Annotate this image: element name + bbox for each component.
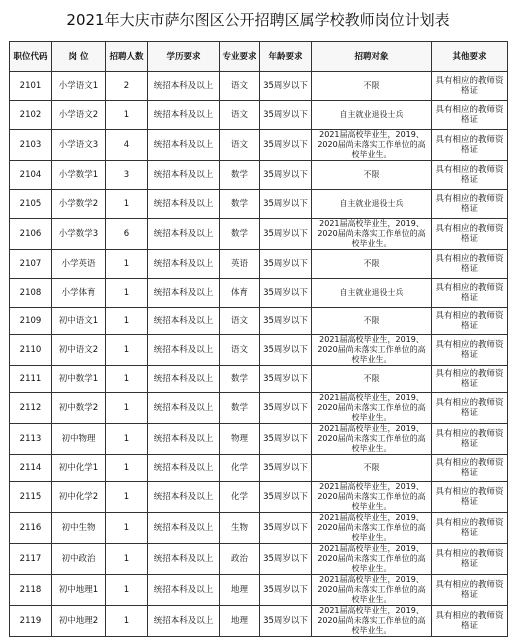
table-cell: 统招本科及以上 — [148, 482, 220, 513]
table-cell: 数学 — [220, 366, 260, 393]
table-cell: 统招本科及以上 — [148, 335, 220, 366]
table-row — [10, 72, 508, 101]
table-row — [10, 513, 508, 544]
table-cell: 不限 — [312, 161, 432, 190]
table-row — [10, 393, 508, 424]
table-cell: 具有相应的教师资格证 — [432, 575, 508, 606]
table-cell: 35周岁以下 — [260, 424, 312, 455]
table-cell: 统招本科及以上 — [148, 250, 220, 279]
table-row — [10, 308, 508, 335]
table-cell: 2021届高校毕业生，2019、2020届尚未落实工作单位的高校毕业生。 — [312, 393, 432, 424]
table-cell: 35周岁以下 — [260, 575, 312, 606]
table-cell: 1 — [106, 308, 148, 335]
table-cell: 语文 — [220, 130, 260, 161]
table-cell: 1 — [106, 279, 148, 308]
table-cell: 2107 — [10, 250, 52, 279]
table-cell: 35周岁以下 — [260, 130, 312, 161]
table-cell: 2021届高校毕业生，2019、2020届尚未落实工作单位的高校毕业生。 — [312, 513, 432, 544]
table-cell: 具有相应的教师资格证 — [432, 219, 508, 250]
table-cell: 政治 — [220, 544, 260, 575]
header-cell: 职位代码 — [10, 42, 52, 72]
job-plan-table — [9, 41, 508, 637]
table-cell: 1 — [106, 366, 148, 393]
table-cell: 初中地理2 — [52, 606, 106, 637]
table-cell: 1 — [106, 575, 148, 606]
table-cell: 不限 — [312, 250, 432, 279]
table-cell: 35周岁以下 — [260, 544, 312, 575]
header-cell: 年龄要求 — [260, 42, 312, 72]
table-cell: 1 — [106, 606, 148, 637]
table-cell: 不限 — [312, 455, 432, 482]
table-cell: 初中数学1 — [52, 366, 106, 393]
table-cell: 1 — [106, 544, 148, 575]
table-cell: 2117 — [10, 544, 52, 575]
table-row — [10, 455, 508, 482]
table-cell: 具有相应的教师资格证 — [432, 101, 508, 130]
table-cell: 不限 — [312, 366, 432, 393]
table-cell: 具有相应的教师资格证 — [432, 393, 508, 424]
table-cell: 35周岁以下 — [260, 250, 312, 279]
table-cell: 2118 — [10, 575, 52, 606]
table-cell: 2106 — [10, 219, 52, 250]
table-cell: 2108 — [10, 279, 52, 308]
table-cell: 小学数学1 — [52, 161, 106, 190]
table-cell: 2021届高校毕业生，2019、2020届尚未落实工作单位的高校毕业生。 — [312, 424, 432, 455]
table-cell: 生物 — [220, 513, 260, 544]
table-cell: 2110 — [10, 335, 52, 366]
table-cell: 统招本科及以上 — [148, 308, 220, 335]
table-cell: 具有相应的教师资格证 — [432, 424, 508, 455]
table-cell: 初中政治 — [52, 544, 106, 575]
table-cell: 2105 — [10, 190, 52, 219]
table-cell: 语文 — [220, 308, 260, 335]
header-cell: 招聘人数 — [106, 42, 148, 72]
table-cell: 不限 — [312, 72, 432, 101]
table-cell: 化学 — [220, 482, 260, 513]
table-cell: 数学 — [220, 219, 260, 250]
table-cell: 具有相应的教师资格证 — [432, 250, 508, 279]
table-cell: 地理 — [220, 606, 260, 637]
table-cell: 2021届高校毕业生，2019、2020届尚未落实工作单位的高校毕业生。 — [312, 575, 432, 606]
table-cell: 自主就业退役士兵 — [312, 279, 432, 308]
table-cell: 物理 — [220, 424, 260, 455]
table-cell: 35周岁以下 — [260, 161, 312, 190]
table-cell: 地理 — [220, 575, 260, 606]
table-cell: 2021届高校毕业生，2019、2020届尚未落实工作单位的高校毕业生。 — [312, 482, 432, 513]
table-cell: 体育 — [220, 279, 260, 308]
table-cell: 具有相应的教师资格证 — [432, 308, 508, 335]
table-cell: 统招本科及以上 — [148, 219, 220, 250]
table-cell: 35周岁以下 — [260, 366, 312, 393]
table-cell: 具有相应的教师资格证 — [432, 455, 508, 482]
table-cell: 35周岁以下 — [260, 190, 312, 219]
table-cell: 具有相应的教师资格证 — [432, 130, 508, 161]
table-cell: 语文 — [220, 335, 260, 366]
table-header — [10, 42, 508, 72]
table-cell: 2 — [106, 72, 148, 101]
table-cell: 1 — [106, 513, 148, 544]
table-cell: 统招本科及以上 — [148, 606, 220, 637]
table-cell: 2104 — [10, 161, 52, 190]
table-cell: 数学 — [220, 190, 260, 219]
table-cell: 2114 — [10, 455, 52, 482]
table-cell: 35周岁以下 — [260, 606, 312, 637]
table-cell: 初中化学2 — [52, 482, 106, 513]
table-cell: 2113 — [10, 424, 52, 455]
table-cell: 2119 — [10, 606, 52, 637]
table-cell: 自主就业退役士兵 — [312, 101, 432, 130]
table-cell: 小学英语 — [52, 250, 106, 279]
table-cell: 具有相应的教师资格证 — [432, 190, 508, 219]
table-row — [10, 366, 508, 393]
table-cell: 数学 — [220, 393, 260, 424]
table-cell: 统招本科及以上 — [148, 455, 220, 482]
table-row — [10, 335, 508, 366]
table-cell: 具有相应的教师资格证 — [432, 72, 508, 101]
table-cell: 2111 — [10, 366, 52, 393]
table-cell: 语文 — [220, 72, 260, 101]
table-cell: 初中化学1 — [52, 455, 106, 482]
table-cell: 统招本科及以上 — [148, 279, 220, 308]
table-cell: 35周岁以下 — [260, 513, 312, 544]
table-row — [10, 575, 508, 606]
table-cell: 2116 — [10, 513, 52, 544]
table-body — [10, 72, 508, 637]
table-cell: 1 — [106, 335, 148, 366]
table-cell: 35周岁以下 — [260, 279, 312, 308]
table-cell: 初中语文2 — [52, 335, 106, 366]
table-cell: 初中物理 — [52, 424, 106, 455]
table-cell: 不限 — [312, 308, 432, 335]
table-row — [10, 424, 508, 455]
table-row — [10, 250, 508, 279]
table-cell: 1 — [106, 482, 148, 513]
table-cell: 小学语文2 — [52, 101, 106, 130]
table-cell: 35周岁以下 — [260, 101, 312, 130]
table-cell: 具有相应的教师资格证 — [432, 335, 508, 366]
table-cell: 统招本科及以上 — [148, 161, 220, 190]
table-cell: 2101 — [10, 72, 52, 101]
table-cell: 2115 — [10, 482, 52, 513]
header-cell: 招聘对象 — [312, 42, 432, 72]
table-row — [10, 219, 508, 250]
table-cell: 35周岁以下 — [260, 72, 312, 101]
header-cell: 学历要求 — [148, 42, 220, 72]
table-cell: 35周岁以下 — [260, 482, 312, 513]
document-title: 2021年大庆市萨尔图区公开招聘区属学校教师岗位计划表 — [66, 11, 450, 29]
table-cell: 1 — [106, 250, 148, 279]
header-cell: 专业要求 — [220, 42, 260, 72]
table-cell: 具有相应的教师资格证 — [432, 482, 508, 513]
table-cell: 初中语文1 — [52, 308, 106, 335]
table-cell: 统招本科及以上 — [148, 424, 220, 455]
table-cell: 6 — [106, 219, 148, 250]
table-cell: 35周岁以下 — [260, 455, 312, 482]
table-cell: 自主就业退役士兵 — [312, 190, 432, 219]
table-cell: 4 — [106, 130, 148, 161]
table-row — [10, 482, 508, 513]
table-cell: 2102 — [10, 101, 52, 130]
table-cell: 1 — [106, 190, 148, 219]
table-row — [10, 130, 508, 161]
table-cell: 1 — [106, 393, 148, 424]
table-cell: 2021届高校毕业生，2019、2020届尚未落实工作单位的高校毕业生。 — [312, 544, 432, 575]
table-cell: 具有相应的教师资格证 — [432, 161, 508, 190]
table-cell: 35周岁以下 — [260, 308, 312, 335]
table-cell: 数学 — [220, 161, 260, 190]
table-cell: 2103 — [10, 130, 52, 161]
table-cell: 小学语文3 — [52, 130, 106, 161]
table-row — [10, 101, 508, 130]
table-cell: 1 — [106, 101, 148, 130]
table-cell: 化学 — [220, 455, 260, 482]
table-cell: 初中生物 — [52, 513, 106, 544]
table-cell: 具有相应的教师资格证 — [432, 366, 508, 393]
table-cell: 2021届高校毕业生，2019、2020届尚未落实工作单位的高校毕业生。 — [312, 219, 432, 250]
table-cell: 初中地理1 — [52, 575, 106, 606]
table-cell: 统招本科及以上 — [148, 513, 220, 544]
table-row — [10, 279, 508, 308]
table-cell: 2021届高校毕业生，2019、2020届尚未落实工作单位的高校毕业生。 — [312, 130, 432, 161]
table-row — [10, 606, 508, 637]
table-cell: 2112 — [10, 393, 52, 424]
table-cell: 1 — [106, 424, 148, 455]
table-cell: 具有相应的教师资格证 — [432, 279, 508, 308]
table-cell: 2109 — [10, 308, 52, 335]
table-cell: 35周岁以下 — [260, 219, 312, 250]
table-cell: 具有相应的教师资格证 — [432, 606, 508, 637]
header-cell: 岗 位 — [52, 42, 106, 72]
table-cell: 统招本科及以上 — [148, 366, 220, 393]
table-cell: 小学语文1 — [52, 72, 106, 101]
header-cell: 其他要求 — [432, 42, 508, 72]
table-cell: 小学体育 — [52, 279, 106, 308]
table-cell: 统招本科及以上 — [148, 544, 220, 575]
table-row — [10, 190, 508, 219]
table-cell: 统招本科及以上 — [148, 393, 220, 424]
table-cell: 英语 — [220, 250, 260, 279]
table-row — [10, 161, 508, 190]
table-cell: 2021届高校毕业生，2019、2020届尚未落实工作单位的高校毕业生。 — [312, 335, 432, 366]
table-cell: 2021届高校毕业生，2019、2020届尚未落实工作单位的高校毕业生。 — [312, 606, 432, 637]
header-row — [10, 42, 508, 72]
table-cell: 3 — [106, 161, 148, 190]
table-cell: 统招本科及以上 — [148, 72, 220, 101]
table-cell: 统招本科及以上 — [148, 575, 220, 606]
table-cell: 统招本科及以上 — [148, 130, 220, 161]
table-cell: 35周岁以下 — [260, 335, 312, 366]
table-cell: 1 — [106, 455, 148, 482]
table-cell: 小学数学2 — [52, 190, 106, 219]
table-cell: 具有相应的教师资格证 — [432, 544, 508, 575]
table-cell: 初中数学2 — [52, 393, 106, 424]
table-cell: 统招本科及以上 — [148, 190, 220, 219]
table-cell: 35周岁以下 — [260, 393, 312, 424]
table-cell: 语文 — [220, 101, 260, 130]
table-cell: 小学数学3 — [52, 219, 106, 250]
table-cell: 统招本科及以上 — [148, 101, 220, 130]
table-cell: 具有相应的教师资格证 — [432, 513, 508, 544]
table-row — [10, 544, 508, 575]
